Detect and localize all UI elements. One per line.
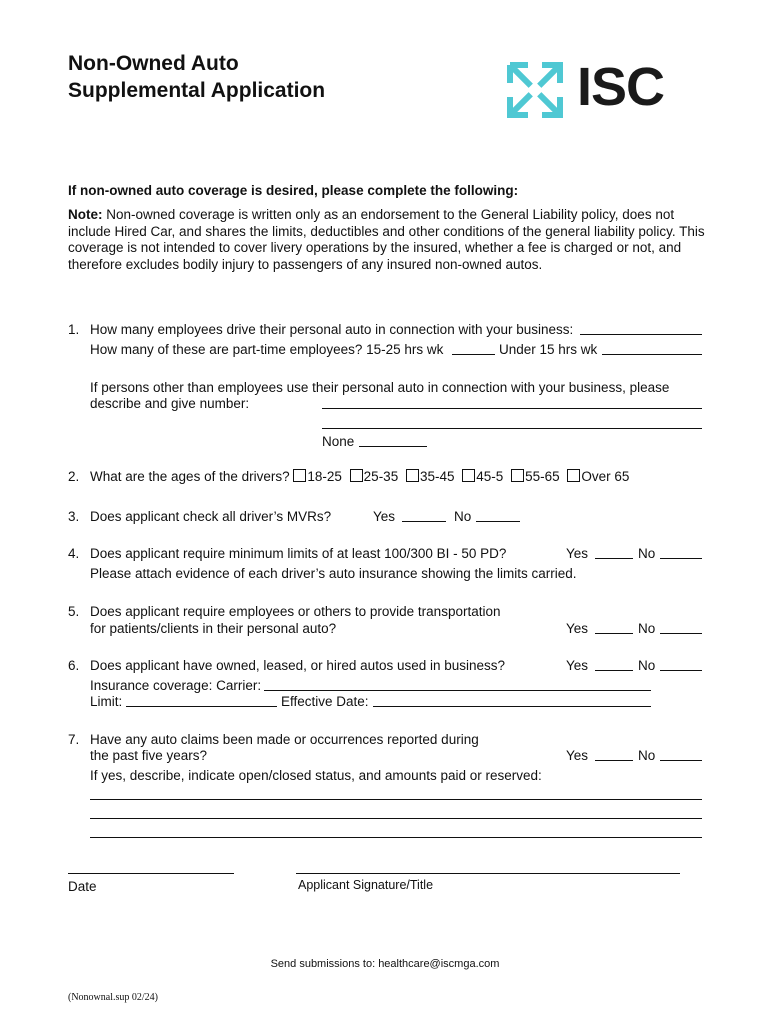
q1-describe-field-1[interactable]: [322, 408, 702, 409]
q7-describe-field-1[interactable]: [90, 799, 702, 800]
q1-under15-field[interactable]: [602, 354, 702, 355]
isc-logo: [507, 57, 667, 122]
date-field[interactable]: [68, 873, 234, 874]
q7-describe-field-2[interactable]: [90, 818, 702, 819]
q3-text: Does applicant check all driver’s MVRs?: [90, 509, 332, 524]
q6-text: Does applicant have owned, leased, or hired autos used in business?: [90, 658, 506, 673]
submission-email-text: Send submissions to: healthcare@iscmga.com: [270, 958, 500, 970]
q6-no-field[interactable]: [660, 670, 702, 671]
q1-none-label: None: [322, 434, 355, 449]
q1-none-field[interactable]: [359, 446, 427, 447]
signature-label: Applicant Signature/Title: [298, 878, 434, 892]
q7-number: 7.: [68, 732, 80, 747]
checkbox[interactable]: [567, 469, 580, 482]
age-option-55-65[interactable]: 55-65: [511, 469, 560, 484]
checkbox[interactable]: [511, 469, 524, 482]
checkbox[interactable]: [350, 469, 363, 482]
page-title: [68, 50, 388, 104]
q5-no-field[interactable]: [660, 633, 702, 634]
q3-no-label: No: [454, 509, 472, 524]
q7-text-3: If yes, describe, indicate open/closed status, and amounts paid or reserved:: [90, 768, 542, 783]
logo-text: ISC: [577, 57, 665, 117]
q4-text-2: Please attach evidence of each driver’s auto insurance showing the limits carried.: [90, 566, 577, 581]
age-option-35-45[interactable]: 35-45: [406, 469, 455, 484]
q4-no-field[interactable]: [660, 558, 702, 559]
q7-describe-field-3[interactable]: [90, 837, 702, 838]
q4-yes-label: Yes: [566, 546, 589, 561]
q1-describe-text: describe and give number:: [90, 396, 250, 411]
date-label: Date: [68, 879, 97, 894]
q3-yes-field[interactable]: [402, 521, 446, 522]
q6-yes-field[interactable]: [595, 670, 633, 671]
q7-yes-label: Yes: [566, 748, 589, 763]
q7-no-label: No: [638, 748, 656, 763]
checkbox[interactable]: [293, 469, 306, 482]
q6-yes-label: Yes: [566, 658, 589, 673]
q6-no-label: No: [638, 658, 656, 673]
q1-employees-field[interactable]: [580, 334, 702, 335]
q4-number: 4.: [68, 546, 80, 561]
q6-effective-date-field[interactable]: [373, 706, 651, 707]
q4-text: Does applicant require minimum limits of at least 100/300 BI - 50 PD?: [90, 546, 507, 561]
q5-text-2: for patients/clients in their personal auto?: [90, 621, 337, 636]
q5-yes-field[interactable]: [595, 633, 633, 634]
note-label: Note:: [68, 207, 103, 222]
q6-carrier-field[interactable]: [264, 690, 651, 691]
q6-limit-label: Limit:: [90, 694, 123, 709]
signature-field[interactable]: [296, 873, 680, 874]
q6-limit-field[interactable]: [126, 706, 277, 707]
q1-others-text: If persons other than employees use their personal auto in connection with your business, please: [90, 380, 670, 395]
q4-yes-field[interactable]: [595, 558, 633, 559]
age-option-over-65[interactable]: Over 65: [567, 469, 629, 484]
q5-no-label: No: [638, 621, 656, 636]
q3-yes-label: Yes: [373, 509, 396, 524]
isc-logo-mark-icon: [507, 62, 563, 118]
q1-number: 1.: [68, 322, 80, 337]
q5-text: Does applicant require employees or others to provide transportation: [90, 604, 501, 619]
q3-no-field[interactable]: [476, 521, 520, 522]
q6-carrier-label: Insurance coverage: Carrier:: [90, 678, 262, 693]
q4-no-label: No: [638, 546, 656, 561]
q1-parttime-text: How many of these are part-time employees? 15-25 hrs wk: [90, 342, 444, 357]
form-number: (Nonownal.sup 02/24): [68, 992, 158, 1003]
note-paragraph: [68, 207, 708, 273]
q1-describe-field-2[interactable]: [322, 428, 702, 429]
q3-number: 3.: [68, 509, 80, 524]
intro-heading: If non-owned auto coverage is desired, please complete the following:: [68, 183, 519, 198]
q1-under15-label: Under 15 hrs wk: [499, 342, 598, 357]
checkbox[interactable]: [462, 469, 475, 482]
q2-number: 2.: [68, 469, 80, 484]
q5-number: 5.: [68, 604, 80, 619]
q7-text-2: the past five years?: [90, 748, 208, 763]
title-line-1: Non-Owned Auto: [68, 52, 239, 75]
q6-number: 6.: [68, 658, 80, 673]
q5-yes-label: Yes: [566, 621, 589, 636]
q7-no-field[interactable]: [660, 760, 702, 761]
age-option-45-5[interactable]: 45-5: [462, 469, 503, 484]
checkbox[interactable]: [406, 469, 419, 482]
q7-text: Have any auto claims been made or occurrences reported during: [90, 732, 479, 747]
age-option-18-25[interactable]: 18-25: [293, 469, 342, 484]
age-option-25-35[interactable]: 25-35: [350, 469, 399, 484]
q6-effective-label: Effective Date:: [281, 694, 369, 709]
q2-text: What are the ages of the drivers?: [90, 469, 290, 484]
note-text: Non-owned coverage is written only as an endorsement to the General Liability policy, does not include Hired Car, and shares the limits, deductibles and other conditions of the general liability policy. This coverage is not intended to cover livery operations by the insured, whether a fee is charged or not, and therefore excludes bodily injury to passengers of any insured non-owned autos.: [68, 207, 705, 272]
title-line-2: Supplemental Application: [68, 79, 326, 102]
q1-text: How many employees drive their personal auto in connection with your business:: [90, 322, 574, 337]
q1-parttime-15-25-field[interactable]: [452, 354, 495, 355]
q2-row: [90, 468, 633, 485]
q7-yes-field[interactable]: [595, 760, 633, 761]
